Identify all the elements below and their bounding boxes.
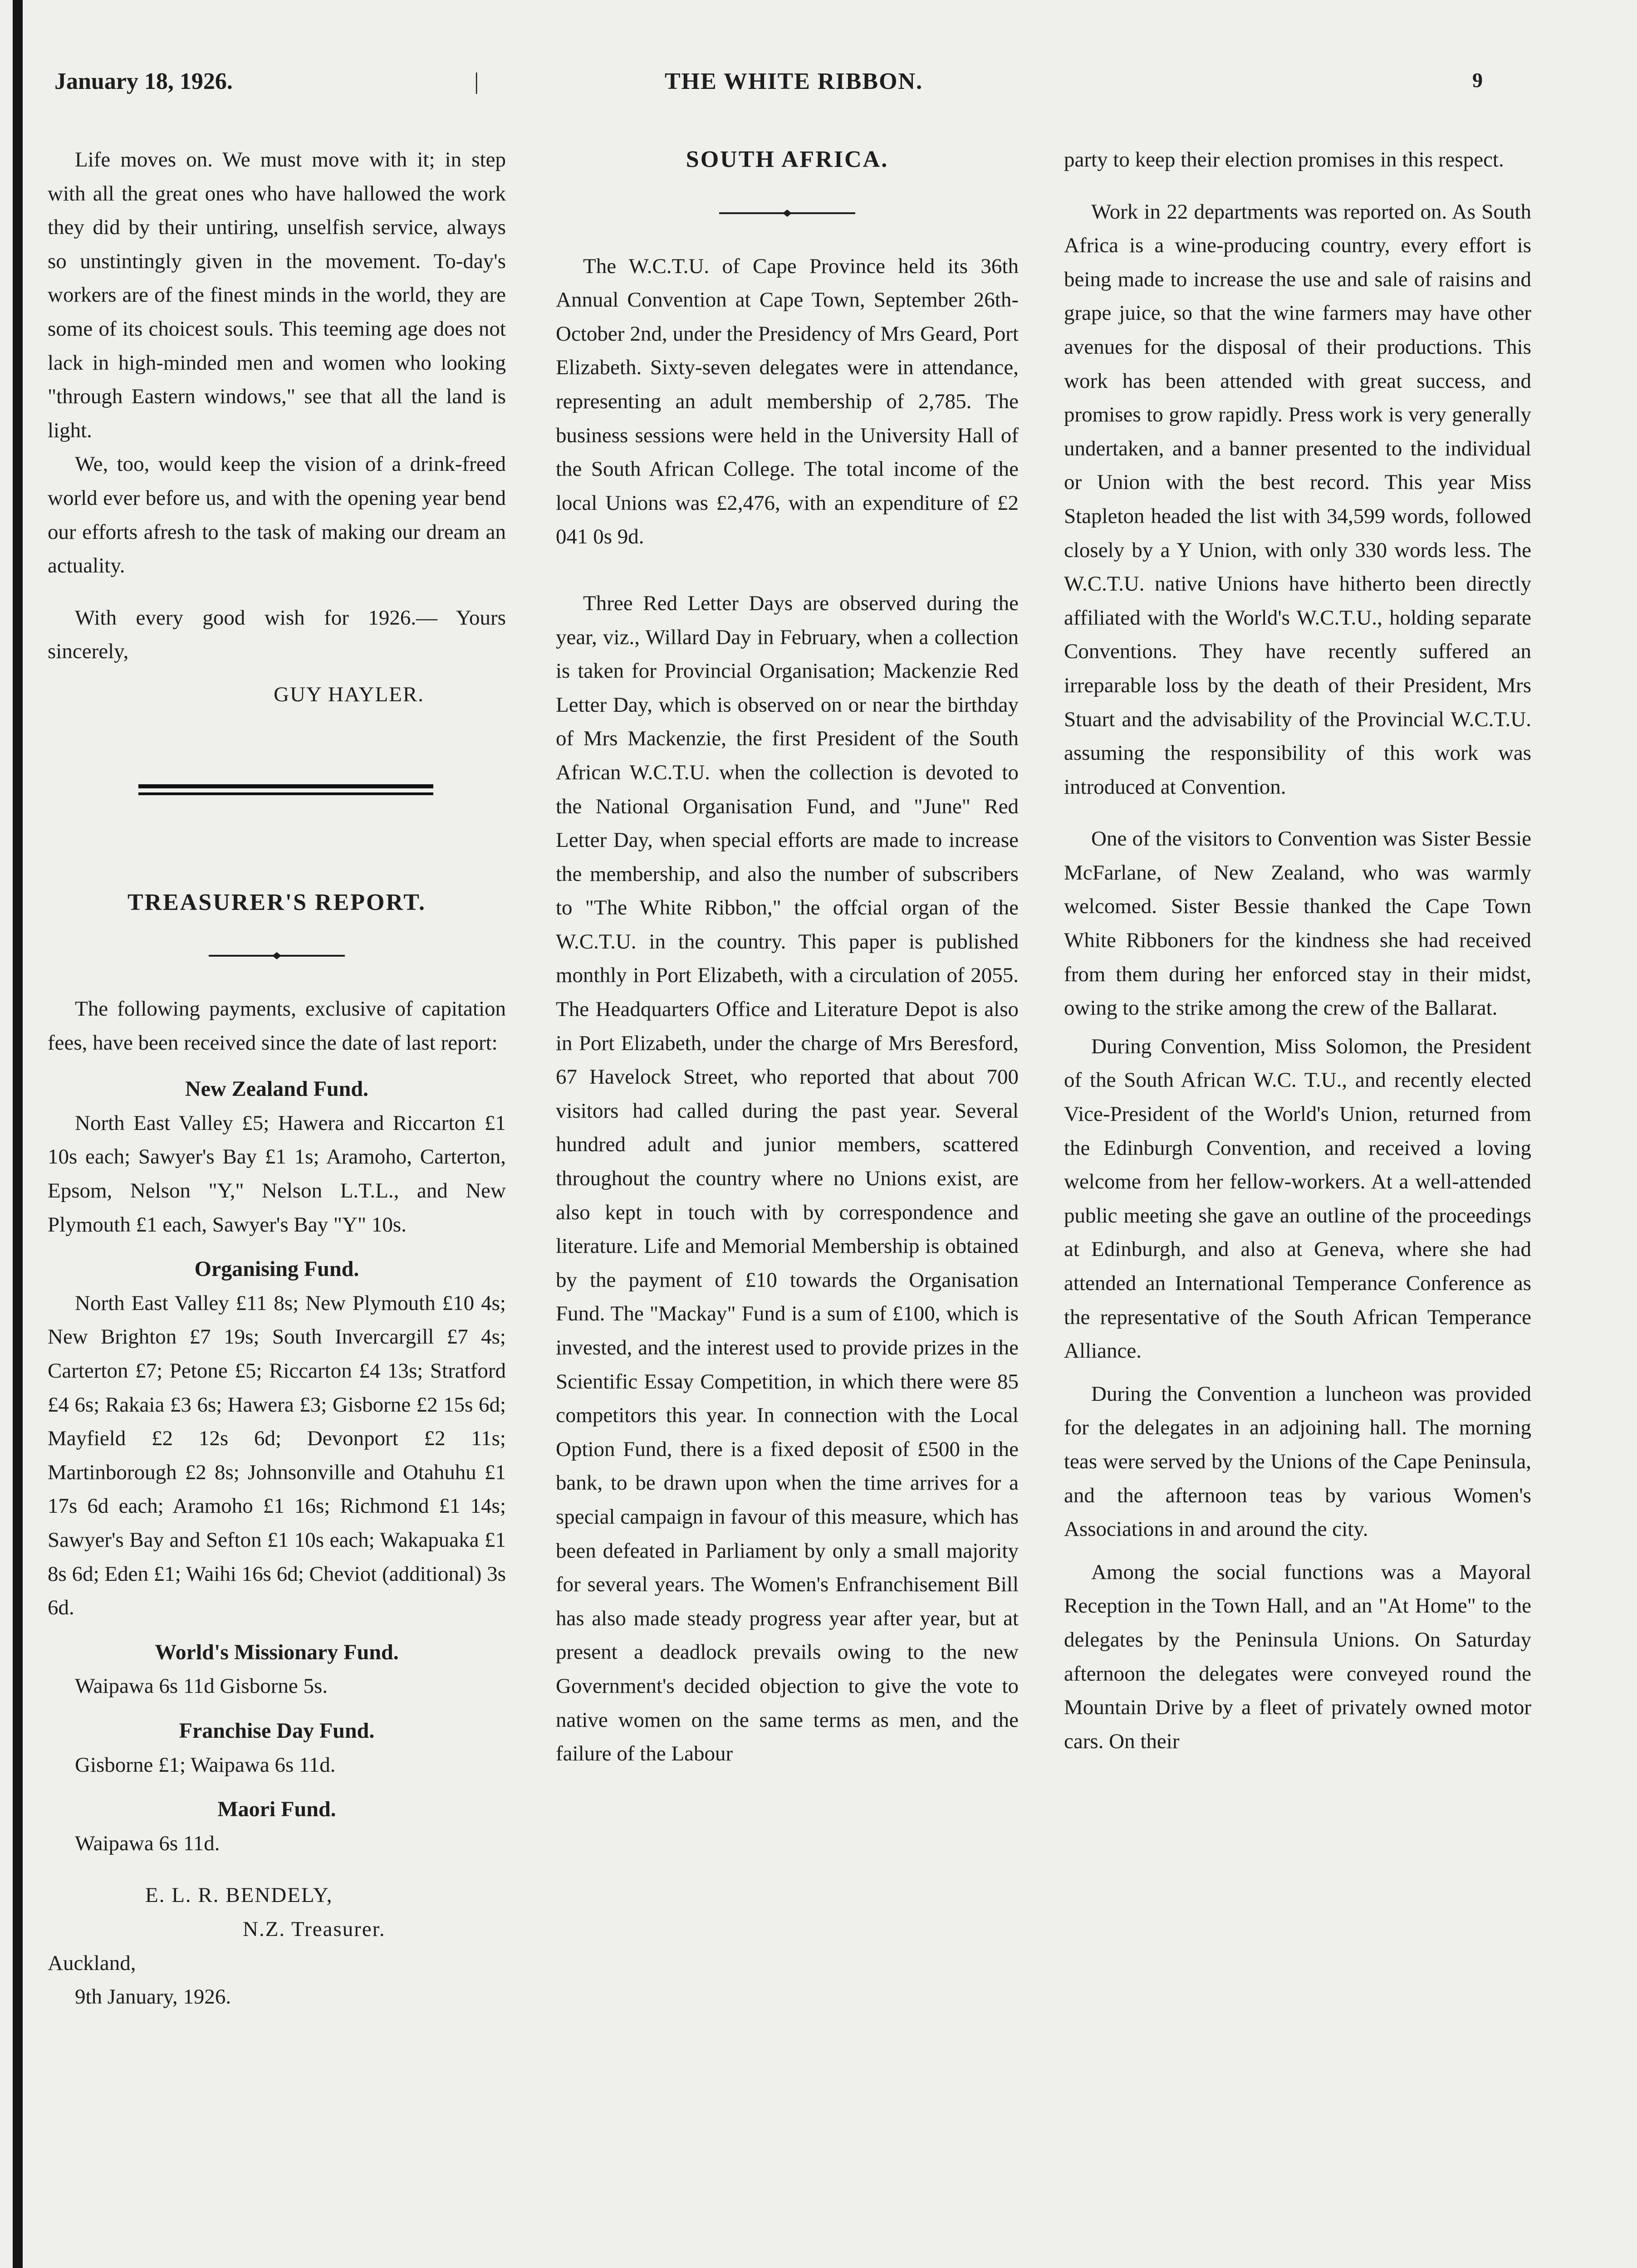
article-paragraph: The W.C.T.U. of Cape Province held its 36th Annual Convention at Cape Town, September 26th-October 2nd, under the Presidency of Mrs Geard, Port Elizabeth. Sixty-seven delegates were in attendance, representing an adult membership of 2,785. The business sessions were held in the University Hall of the South African College. The total income of the local Unions was £2,476, with an expenditure of £2 041 0s 9d. — [556, 254, 1019, 549]
fund-text: Waipawa 6s 11d. — [75, 1831, 220, 1855]
fund-text: North East Valley £5; Hawera and Riccarton £1 10s each; Sawyer's Bay £1 1s; Aramoho, Carterton, Epsom, Nelson "Y," Nelson L.T.L., and New Plymouth £1 each, Sawyer's Bay "Y" 10s. — [48, 1111, 506, 1237]
south-africa-title: SOUTH AFRICA. — [686, 147, 889, 172]
article-paragraph: Among the social functions was a Mayoral Reception in the Town Hall, and an "At Home" to the delegates by the Peninsula Unions. On Saturday afternoon the delegates were conveyed round the Mountain Drive by a fleet of privately owned motor cars. On their — [1064, 1560, 1531, 1753]
report-date: 9th January, 1926. — [75, 1985, 231, 2009]
double-rule-icon — [138, 784, 433, 795]
fund-heading: Franchise Day Fund. — [179, 1718, 375, 1743]
fund-heading: New Zealand Fund. — [185, 1077, 369, 1101]
treasurer-intro: The following payments, exclusive of capitation fees, have been received since the date of last report: — [48, 997, 506, 1055]
header-divider: | — [474, 68, 479, 94]
treasurer-name: E. L. R. BENDELY, — [145, 1883, 333, 1907]
column-3 — [1064, 143, 1531, 1758]
article-paragraph: During Convention, Miss Solomon, the President of the South African W.C. T.U., and recently elected Vice-President of the World's Union, returned from the Edinburgh Convention, and received a loving welcome from her fellow-workers. At a well-attended public meeting she gave an outline of the proceedings at Edinburgh, and also at Geneva, where she had attended an International Temperance Conference as the representative of the South African Temperance Alliance. — [1064, 1034, 1531, 1363]
letter-paragraph: We, too, would keep the vision of a drink-freed world ever before us, and with the opening year bend our efforts afresh to the task of making our dream an actuality. — [48, 452, 506, 578]
column-1 — [48, 143, 506, 2014]
letter-paragraph: Life moves on. We must move with it; in step with all the great ones who have hallowed the work they did by their untiring, unselfish service, always so unstintingly given in the movement. To-day's workers are of the finest minds in the world, they are some of its choicest souls. This teeming age does not lack in high-minded men and women who looking "through Eastern windows," see that all the land is light. — [48, 148, 506, 442]
fund-heading: Maori Fund. — [217, 1797, 336, 1822]
letter-signature: GUY HAYLER. — [274, 682, 424, 706]
fund-heading: Organising Fund. — [194, 1257, 359, 1281]
newspaper-title: THE WHITE RIBBON. — [665, 68, 923, 94]
page-number: 9 — [1472, 68, 1483, 92]
letter-closing: With every good wish for 1926.— Yours sincerely, — [48, 606, 506, 664]
ornamental-divider-icon — [556, 209, 1019, 218]
treasurer-report-title: TREASURER'S REPORT. — [127, 889, 426, 915]
column-2 — [556, 143, 1019, 1771]
header-date: January 18, 1926. — [54, 68, 233, 94]
article-paragraph: Three Red Letter Days are observed during the year, viz., Willard Day in February, when a collection is taken for Provincial Organisation; Mackenzie Red Letter Day, which is observed on or near the birthday of Mrs Mackenzie, the first President of the South African W.C.T.U. when the collection is devoted to the National Organisation Fund, and "June" Red Letter Day, when special efforts are made to increase the membership, and also the number of subscribers to "The White Ribbon," the offcial organ of the W.C.T.U. in the country. This paper is published monthly in Port Elizabeth, with a circulation of 2055. The Headquarters Office and Literature Depot is also in Port Elizabeth, under the charge of Mrs Beresford, 67 Havelock Street, who reported that about 700 visitors had called during the past year. Several hundred adult and junior members, scattered throughout the country where no Unions exist, are also kept in touch with by correspondence and literature. Life and Memorial Membership is obtained by the payment of £10 towards the Organisation Fund. The "Mackay" Fund is a sum of £100, which is invested, and the interest used to provide prizes in the Scientific Essay Competition, in which there were 85 competitors this year. In connection with the Local Option Fund, there is a fixed deposit of £500 in the bank, to be drawn upon when the time arrives for a special campaign in favour of this measure, which has been defeated in Parliament by only a small majority for several years. The Women's Enfranchisement Bill has also made steady progress year after year, but at present a deadlock prevails owing to the new Government's decided objection to give the vote to native women on the same terms as men, and the failure of the Labour — [556, 591, 1019, 1766]
article-paragraph: Work in 22 departments was reported on. As South Africa is a wine-producing country, every effort is being made to increase the use and sale of raisins and grape juice, so that the wine farmers may have other avenues for the disposal of their productions. This work has been attended with great success, and promises to grow rapidly. Press work is very generally undertaken, and a banner presented to the individual or Union with the best record. This year Miss Stapleton headed the list with 34,599 words, followed closely by a Y Union, with only 330 words less. The W.C.T.U. native Unions have hitherto been directly affiliated with the World's W.C.T.U., holding separate Conventions. They have recently suffered an irreparable loss by the death of their President, Mrs Stuart and the advisability of the Provincial W.C.T.U. assuming the responsibility of this work was introduced at Convention. — [1064, 200, 1531, 799]
fund-text: Waipawa 6s 11d Gisborne 5s. — [75, 1674, 328, 1698]
article-paragraph: During the Convention a luncheon was provided for the delegates in an adjoining hall. The morning teas were served by the Unions of the Cape Peninsula, and the afternoon teas by various Women's Associations in and around the city. — [1064, 1382, 1531, 1541]
page-edge-shadow — [13, 0, 23, 2268]
ornamental-divider-icon — [48, 951, 506, 960]
fund-text: Gisborne £1; Waipawa 6s 11d. — [75, 1753, 336, 1777]
article-paragraph: One of the visitors to Convention was Sister Bessie McFarlane, of New Zealand, who was warmly welcomed. Sister Bessie thanked the Cape Town White Ribboners for the kindness she had received from them during her enforced stay in their midst, owing to the strike among the crew of the Ballarat. — [1064, 827, 1531, 1020]
fund-text: North East Valley £11 8s; New Plymouth £10 4s; New Brighton £7 19s; South Invercargill £7 4s; Carterton £7; Petone £5; Riccarton £4 13s; Stratford £4 6s; Rakaia £3 6s; Hawera £3; Gisborne £2 15s 6d; Mayfield £2 12s 6d; Devonport £2 11s; Martinborough £2 8s; Johnsonville and Otahuhu £1 17s 6d each; Aramoho £1 16s; Richmond £1 14s; Sawyer's Bay and Sefton £1 10s each; Wakapuaka £1 8s 6d; Eden £1; Waihi 16s 6d; Cheviot (additional) 3s 6d. — [48, 1291, 506, 1620]
fund-heading: World's Missionary Fund. — [155, 1640, 399, 1664]
article-paragraph: party to keep their election promises in this respect. — [1064, 148, 1504, 171]
report-place: Auckland, — [48, 1951, 136, 1975]
treasurer-role: N.Z. Treasurer. — [243, 1917, 386, 1941]
